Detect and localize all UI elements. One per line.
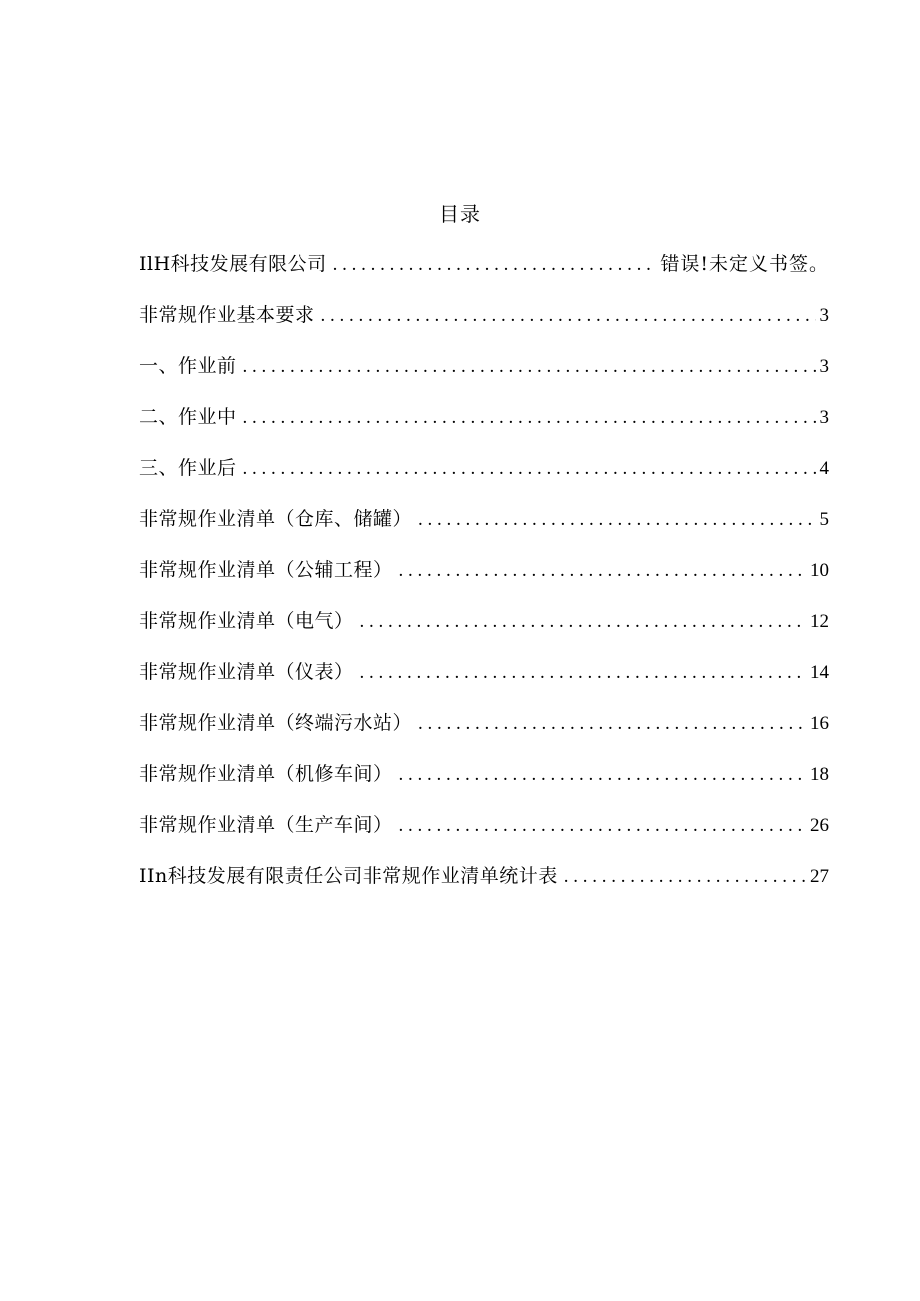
toc-dot-leader	[243, 454, 816, 484]
toc-dot-leader	[418, 709, 806, 739]
toc-entry-page: 3	[819, 407, 829, 428]
toc-entry[interactable]	[139, 300, 829, 351]
toc-entry-page: 3	[819, 305, 829, 326]
toc-entry[interactable]	[139, 504, 829, 555]
toc-dot-leader	[243, 352, 816, 382]
toc-entry-label: 非常规作业清单（仪表）	[139, 661, 354, 683]
toc-entry-page: 10	[810, 560, 829, 581]
toc-entry-label: 非常规作业清单（公辅工程）	[139, 559, 393, 581]
toc-entry[interactable]	[139, 249, 829, 300]
toc-entry-page: 26	[810, 815, 829, 836]
toc-dot-leader	[321, 301, 816, 331]
toc-entry-page: 错误!未定义书签。	[660, 253, 829, 275]
toc-entry-label: 一、作业前	[139, 355, 237, 377]
toc-dot-leader	[564, 862, 806, 892]
toc-entry-page: 12	[810, 611, 829, 632]
toc-dot-leader	[243, 403, 816, 433]
toc-entry-page: 3	[819, 356, 829, 377]
toc-entry[interactable]	[139, 759, 829, 810]
toc-entry[interactable]	[139, 657, 829, 708]
toc-entry-page: 4	[819, 458, 829, 479]
toc-entry[interactable]	[139, 555, 829, 606]
toc-entry-label: 三、作业后	[139, 457, 237, 479]
toc-entry-label: 非常规作业清单（仓库、储罐）	[139, 508, 413, 530]
toc-entry-label: 非常规作业清单（电气）	[139, 610, 354, 632]
toc-title: 目录	[439, 202, 481, 226]
toc-entry-page: 16	[810, 713, 829, 734]
toc-entry-label: IlH科技发展有限公司	[139, 253, 327, 275]
toc-entry-label: 二、作业中	[139, 406, 237, 428]
toc-entry[interactable]	[139, 708, 829, 759]
toc-dot-leader	[418, 505, 815, 535]
toc-dot-leader	[360, 658, 806, 688]
toc-entry-page: 5	[819, 509, 829, 530]
toc-entry-label: IIn科技发展有限责任公司非常规作业清单统计表	[139, 865, 558, 887]
toc-list	[139, 249, 829, 912]
toc-entry-page: 14	[810, 662, 829, 683]
toc-entry-label: 非常规作业清单（终端污水站）	[139, 712, 413, 734]
toc-entry-page: 18	[810, 764, 829, 785]
toc-entry-label: 非常规作业清单（生产车间）	[139, 814, 393, 836]
toc-entry[interactable]	[139, 606, 829, 657]
toc-dot-leader	[399, 556, 806, 586]
toc-entry-label: 非常规作业清单（机修车间）	[139, 763, 393, 785]
toc-entry[interactable]	[139, 861, 829, 912]
toc-dot-leader	[399, 811, 806, 841]
toc-dot-leader	[360, 607, 806, 637]
toc-entry[interactable]	[139, 810, 829, 861]
toc-entry[interactable]	[139, 351, 829, 402]
toc-entry[interactable]	[139, 453, 829, 504]
toc-entry[interactable]	[139, 402, 829, 453]
toc-entry-label: 非常规作业基本要求	[139, 304, 315, 326]
toc-dot-leader	[399, 760, 806, 790]
toc-dot-leader	[333, 250, 657, 280]
toc-entry-page: 27	[810, 866, 829, 887]
